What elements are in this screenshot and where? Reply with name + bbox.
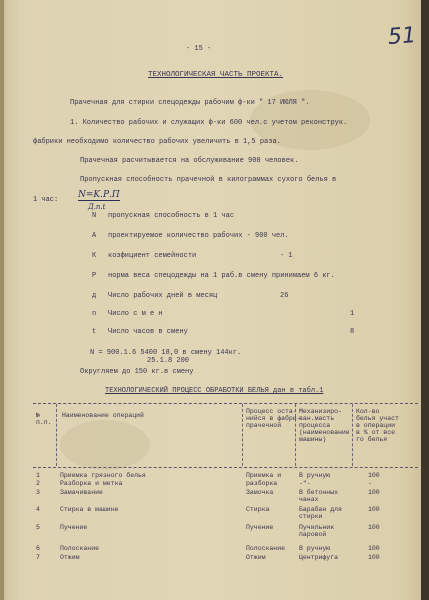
definition-value: 8 [350,328,355,336]
table-header-rule [33,467,418,468]
row-number: 5 [36,524,40,531]
row-mechanization: -"- [299,480,311,487]
row-operation: Разборка и метка [60,480,123,487]
definition-value: 26 [280,292,289,300]
definition-text: пропускная способность в 1 час [108,212,235,220]
row-process: Пучение [246,524,274,531]
definition-symbol: А [92,232,97,240]
table-column-divider [352,404,353,466]
definition-symbol: t [92,328,97,336]
header-process: Процесс оста- нийся в фабри- прачечной [246,408,301,429]
typed-page-number: - 15 - [186,45,212,53]
row-number: 2 [36,480,40,487]
row-quantity: 100 [368,524,380,531]
row-process: Стирка [246,506,270,513]
definition-symbol: n [92,310,97,318]
row-quantity: 100 [368,554,380,561]
row-process: Полоскание [246,545,286,552]
row-mechanization: В ручную [299,545,331,552]
row-mechanization: В бетонных чанах [299,489,339,503]
row-quantity: 100 [368,545,380,552]
row-mechanization: Центрифуга [299,554,339,561]
row-number: 7 [36,554,40,561]
row-mechanization: Пучильник паровой [299,524,335,538]
page-binding-edge [0,0,4,600]
paragraph-3-line-1: Пропускная способность прачечной в килограммах сухого белья в [80,176,337,184]
row-number: 1 [36,472,40,479]
definition-symbol: N [92,212,97,220]
table-column-divider [56,404,57,466]
row-operation: Отжим [60,554,80,561]
definition-text: проектируемое количество рабочих - 900 чел. [108,232,289,240]
definition-symbol: Р [92,272,97,280]
definition-text: норма веса спецодежды на 1 раб.в смену принимаем 6 кг. [108,272,335,280]
calculation-denominator: 25.1.8 200 [147,357,190,365]
row-quantity: 100 [368,506,380,513]
definition-text: Число с м е н [108,310,163,318]
handwritten-page-number: 51 [387,23,417,50]
row-operation: Стирка в машине [60,506,119,513]
section-title: ТЕХНОЛОГИЧЕСКАЯ ЧАСТЬ ПРОЕКТА. [148,71,284,79]
paper-stain [60,420,150,470]
row-process: Приемка и [246,472,282,479]
paragraph-3-prefix: 1 час: [33,196,59,204]
table-column-divider [242,404,243,466]
paragraph-1-line-2: фабрики необходимо количество рабочих увеличить в 1,5 раза. [33,138,281,146]
row-mechanization: Барабан для стирки [299,506,342,520]
row-number: 4 [36,506,40,513]
row-operation: Замачивание [60,489,103,496]
row-number: 3 [36,489,40,496]
row-mechanization: В ручную [299,472,331,479]
calculation-line: N = 900.1.6 5400 18,0 в смену 144кг. [90,349,242,357]
row-operation: Приемка грязного белья [60,472,146,479]
header-quantity: Кол-во белья участ в операции в % от все го белья [356,408,399,443]
table-title: ТЕХНОЛОГИЧЕСКИЙ ПРОЦЕСС ОБРАБОТКИ БЕЛЬЯ дан в табл.1 [105,387,324,395]
row-process: Замочка [246,489,274,496]
paragraph-1-line-1: 1. Количество рабочих и служащих ф-ки 600 чел.с учетом реконструк. [70,119,348,127]
handwritten-formula-numerator: N=K.Р.П [78,190,120,200]
definition-text: коэфициент семейности [108,252,197,260]
table-top-rule [33,403,418,404]
definition-text: Число часов в смену [108,328,188,336]
header-num: № п.п. [36,412,52,426]
definition-symbol: К [92,252,97,260]
row-operation: Полоскание [60,545,100,552]
row-quantity: - [368,480,372,487]
header-name: Наименование операций [62,412,144,419]
row-process: Отжим [246,554,266,561]
row-number: 6 [36,545,40,552]
definition-value: - 1 [280,252,293,260]
intro-line: Прачечная для стирки спецодежды рабочим ф-ки " 17 ИЮЛЯ ". [70,99,310,107]
definition-text: Число рабочих дней в месяц [108,292,218,300]
handwritten-formula-denominator: Д.n.t [88,203,106,211]
definition-symbol: д [92,292,97,300]
row-quantity: 100 [368,489,380,496]
row-process: разборка [246,480,278,487]
paragraph-2: Прачечная расчитывается на обслуживание 900 человек. [80,157,299,165]
header-mechanized: Механизиро- ван.масть процесса (наименование машины) [299,408,350,443]
row-operation: Пучение [60,524,88,531]
rounding-note: Округляем до 150 кг.в смену [80,368,194,376]
row-quantity: 100 [368,472,380,479]
definition-value: 1 [350,310,355,318]
